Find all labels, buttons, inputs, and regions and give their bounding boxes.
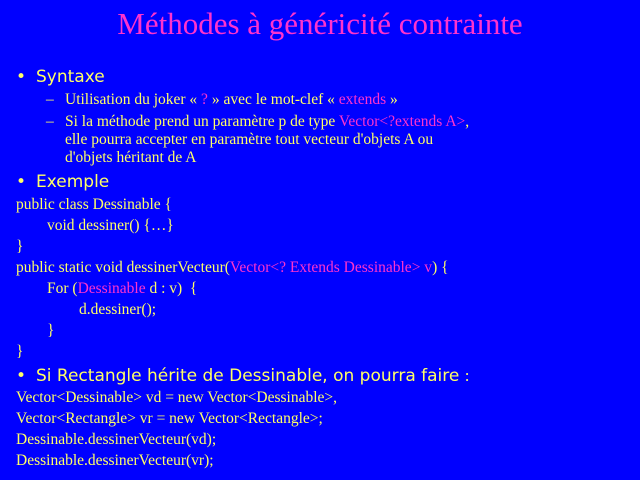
joker-text-mid: » avec le mot-clef « xyxy=(211,91,335,108)
dash: – xyxy=(46,91,54,108)
extends-keyword: extends xyxy=(338,91,387,108)
slide-title: Méthodes à généricité contrainte xyxy=(117,6,523,41)
code-line-for xyxy=(47,278,197,299)
code-line: Vector<Dessinable> vd = new Vector<Dessinable>, xyxy=(16,389,338,406)
signature-pre: public static void dessinerVecteur( xyxy=(16,259,230,276)
bullet-syntaxe xyxy=(16,66,105,88)
signature-post: ) { xyxy=(432,259,449,276)
code-line: } xyxy=(16,343,24,360)
method-text-post: , xyxy=(465,113,470,130)
joker-symbol: ? xyxy=(201,91,208,108)
sub-item-joker xyxy=(46,91,626,109)
for-post: d : v) { xyxy=(145,280,198,297)
code-line: public class Dessinable { xyxy=(16,196,172,213)
joker-text-post: » xyxy=(390,91,398,108)
bullet-dot: • xyxy=(16,366,27,386)
bullet-exemple xyxy=(16,171,109,193)
code-line: Dessinable.dessinerVecteur(vd); xyxy=(16,431,217,448)
signature-type: Vector<? Extends Dessinable> v xyxy=(229,259,433,276)
code-line-signature xyxy=(16,257,449,278)
sub-item-method xyxy=(46,113,626,167)
for-type: Dessinable xyxy=(77,280,146,297)
bullet-syntaxe-label: Syntaxe xyxy=(36,67,105,87)
method-text-pre: Si la méthode prend un paramètre p de type xyxy=(65,113,339,130)
bullet-dot: • xyxy=(16,172,27,192)
for-pre: For ( xyxy=(47,280,78,297)
code-line: } xyxy=(47,322,55,339)
code-line: Vector<Rectangle> vr = new Vector<Rectangle>; xyxy=(16,410,323,427)
code-line: Dessinable.dessinerVecteur(vr); xyxy=(16,452,214,469)
bullet-exemple-label: Exemple xyxy=(36,172,110,192)
bullet-rectangle xyxy=(16,365,469,387)
joker-text-pre: Utilisation du joker « xyxy=(65,91,198,108)
code-line: void dessiner() {…} xyxy=(47,217,174,234)
code-line: d.dessiner(); xyxy=(79,301,157,318)
method-text-line3: d'objets héritant de A xyxy=(65,149,197,166)
code-line: } xyxy=(16,238,24,255)
bullet-dot: • xyxy=(16,67,27,87)
dash: – xyxy=(46,113,54,130)
method-text-line2: elle pourra accepter en paramètre tout vecteur d'objets A ou xyxy=(65,131,434,148)
bullet-rectangle-label: Si Rectangle hérite de Dessinable, on pourra faire xyxy=(36,366,460,386)
vector-type: Vector<?extends A> xyxy=(338,113,466,130)
bullet-rectangle-colon: : xyxy=(464,366,470,385)
